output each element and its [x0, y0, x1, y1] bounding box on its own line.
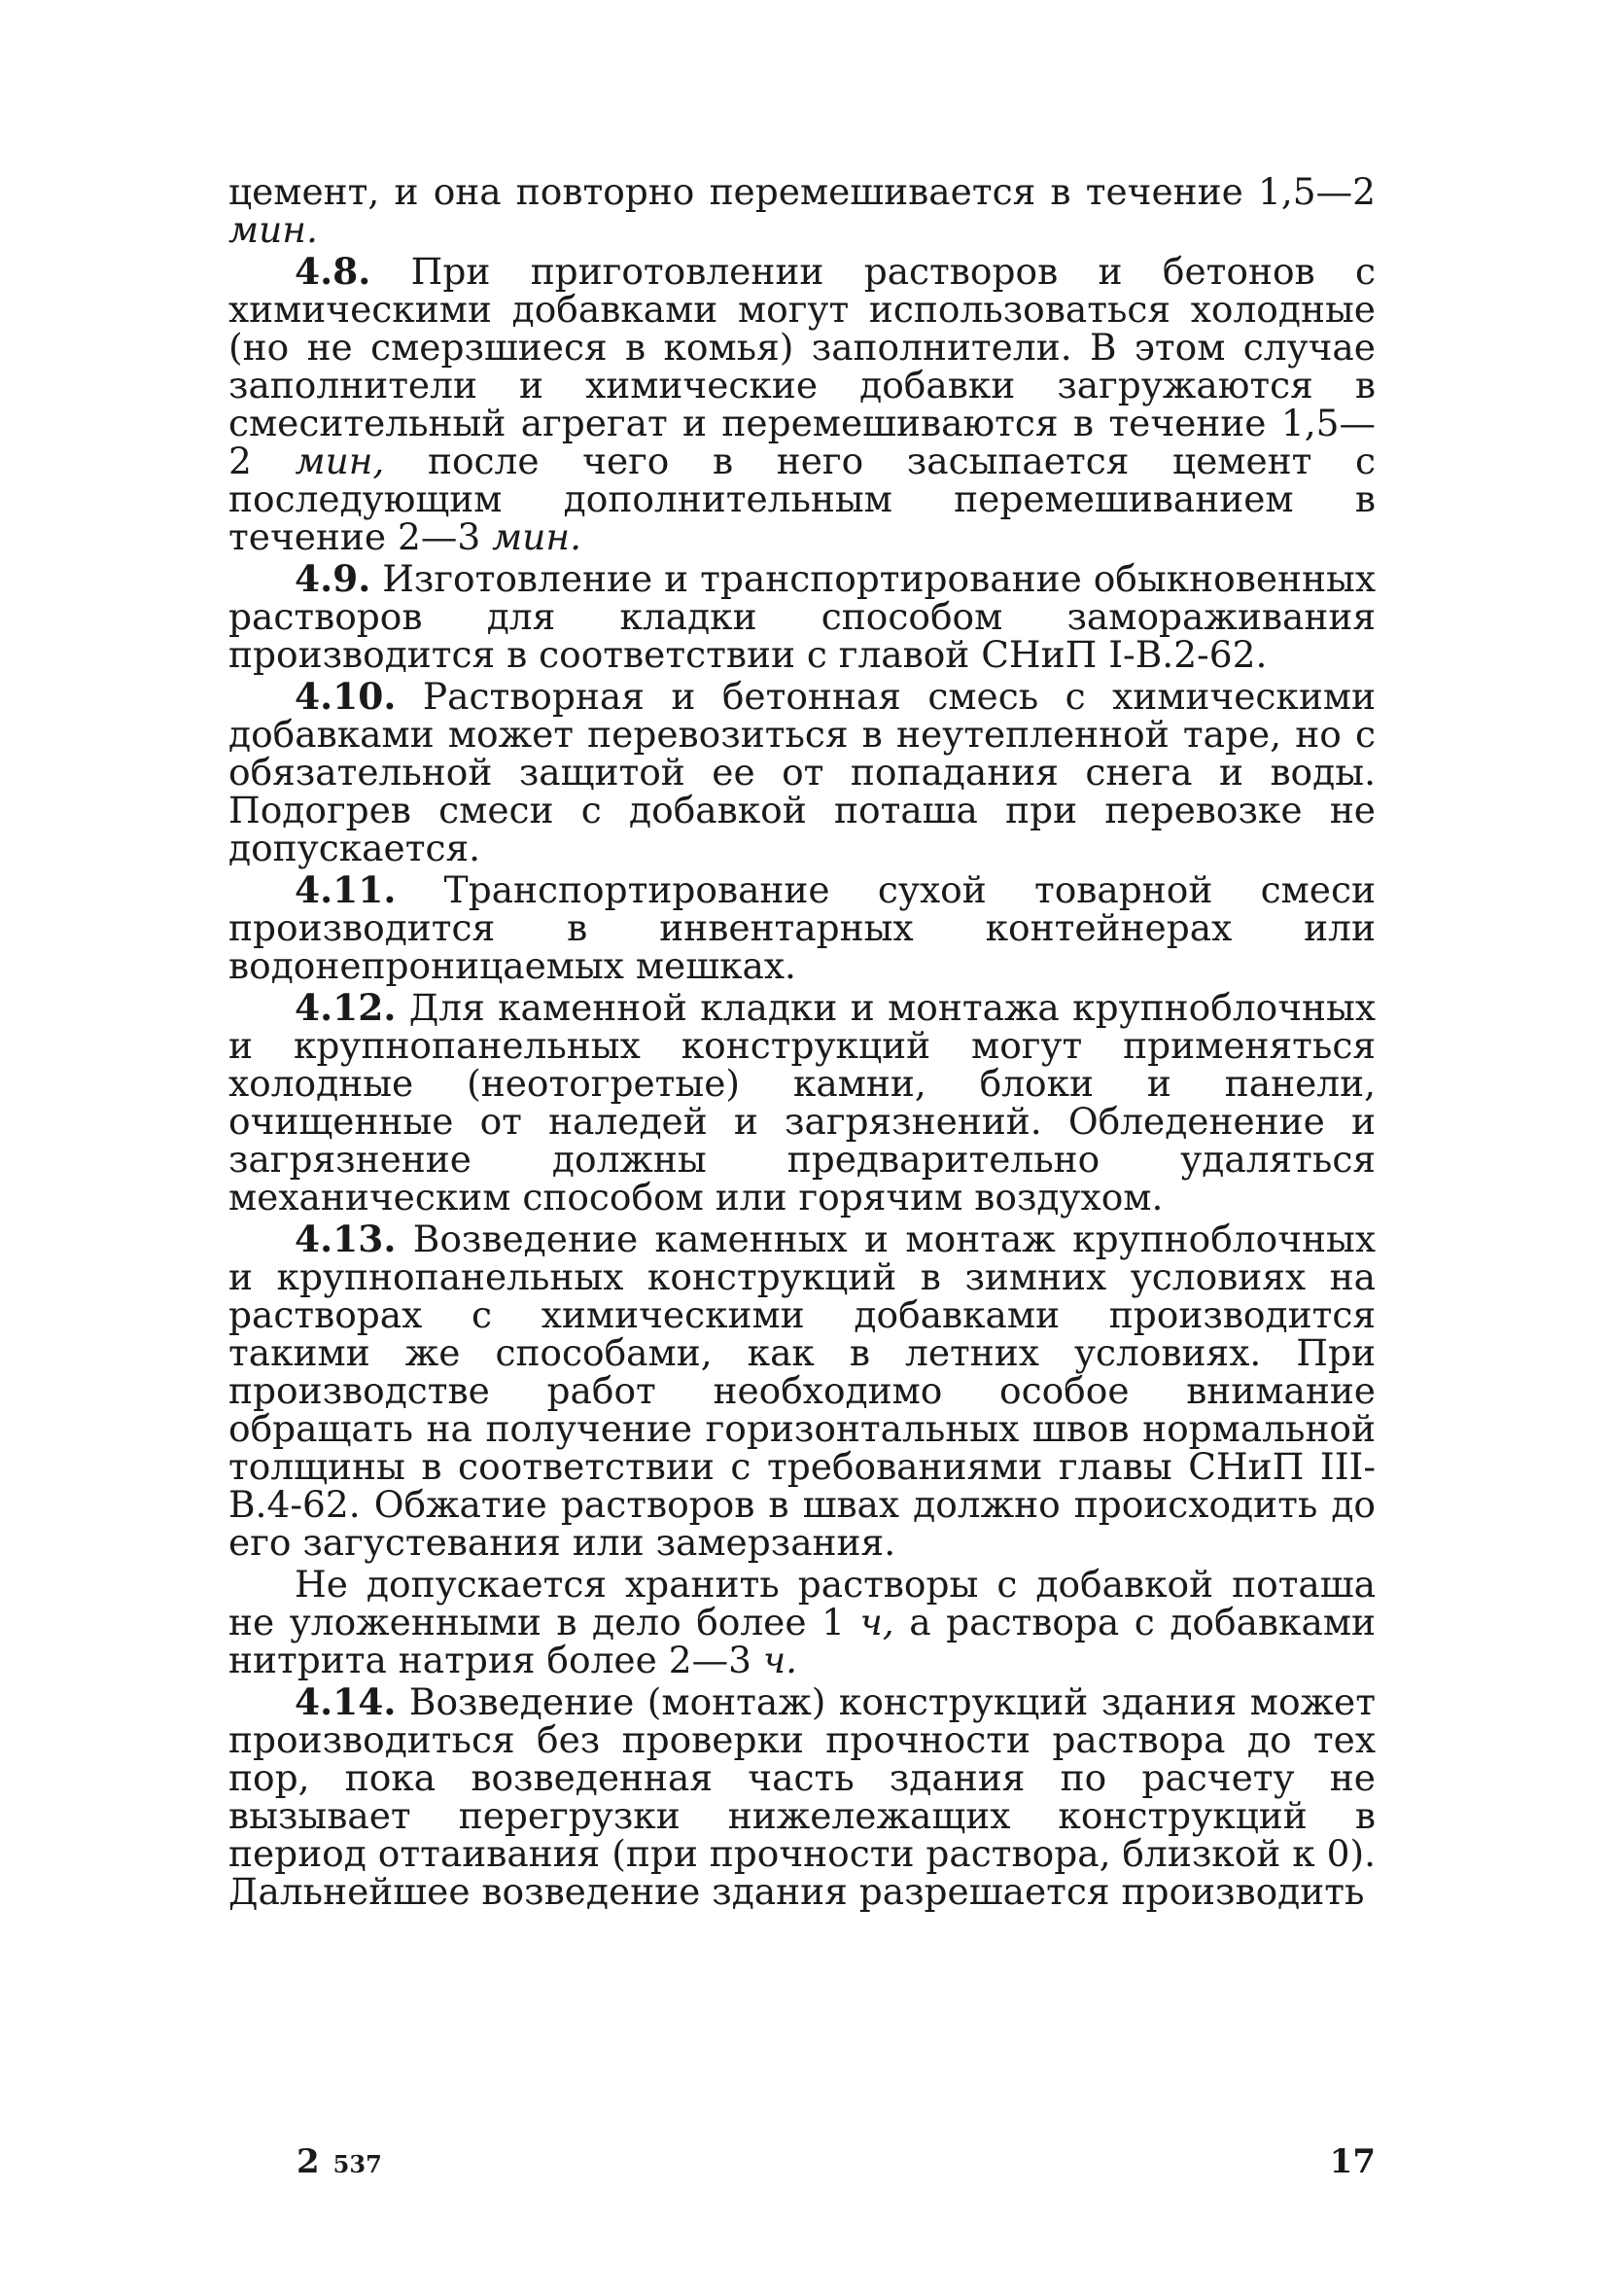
unit-text: ч,	[859, 1601, 894, 1643]
paragraph-continuation	[228, 170, 1376, 251]
unit-text: мин.	[228, 208, 318, 251]
paragraph-4-14	[228, 1680, 1376, 1913]
paragraph-text: Не допускается хранить растворы с добавкой поташа не уложенными в дело более 1	[228, 1563, 1376, 1643]
paragraph-4-13	[228, 1220, 1376, 1562]
clause-number: 4.13.	[295, 1218, 397, 1260]
signature-main: 2	[297, 2142, 320, 2181]
paragraph-text: Растворная и бетонная смесь с химическими добавками может перевозиться в неутепленной таре, но с обязательной защитой ее от попадания снега и воды. Подогрев смеси с добавкой поташа при перевозке не допускается.	[228, 675, 1376, 869]
paragraph-text: Для каменной кладки и монтажа крупноблочных и крупнопанельных конструкций могут применяться холодные (неотогретые) камни, блоки и панели, очищенные от наледей и загрязнений. Обледенение и загрязнение должны предварительно удаляться механическим способом или горячим воздухом.	[228, 986, 1376, 1219]
unit-text: мин,	[295, 440, 385, 482]
paragraph-4-10	[228, 675, 1376, 869]
paragraph-text: а раствора с добавками нитрита натрия более 2—3	[228, 1601, 1376, 1681]
clause-number: 4.11.	[295, 868, 397, 911]
printer-signature	[297, 2142, 382, 2181]
page-number: 17	[1329, 2142, 1376, 2181]
paragraph-text: после чего в него засыпается цемент с последующим дополнительным перемешиванием в течение 2—3	[228, 440, 1377, 558]
paragraph-4-12	[228, 986, 1376, 1219]
paragraph-text: Транспортирование сухой товарной смеси производится в инвентарных контейнерах или водонепроницаемых мешках.	[228, 868, 1376, 987]
page-body	[228, 170, 1377, 1915]
page-footer	[228, 2142, 1376, 2191]
signature-sub: 537	[332, 2150, 382, 2178]
paragraph-text: Возведение каменных и монтаж крупноблочных и крупнопанельных конструкций в зимних условиях на растворах с химическими добавками производится такими же способами, как в летних условиях. При производстве работ необходимо особое внимание обращать на получение горизонтальных швов нормальной толщины в соответствии с требованиями главы СНиП III-В.4-62. Обжатие растворов в швах должно происходить до его загустевания или замерзания.	[228, 1218, 1376, 1564]
unit-text: ч.	[762, 1639, 798, 1681]
paragraph-text: Возведение (монтаж) конструкций здания может производиться без проверки прочности раствора до тех пор, пока возведенная часть здания по расчету не вызывает перегрузки нижележащих конструкций в период оттаивания (при прочности раствора, близкой к 0). Дальнейшее возведение здания разрешается производить	[228, 1680, 1376, 1913]
clause-number: 4.14.	[295, 1680, 397, 1723]
paragraph-4-11	[228, 868, 1376, 987]
paragraph-text: цемент, и она повторно перемешивается в течение 1,5—2	[228, 170, 1376, 213]
clause-number: 4.8.	[295, 250, 371, 293]
paragraph-text: Изготовление и транспортирование обыкновенных растворов для кладки способом замораживания производится в соответствии с главой СНиП I-В.2-62.	[228, 557, 1376, 676]
clause-number: 4.9.	[295, 557, 371, 600]
paragraph-4-9	[228, 557, 1376, 676]
clause-number: 4.12.	[295, 986, 397, 1029]
clause-number: 4.10.	[295, 675, 397, 718]
paragraph-text: При приготовлении растворов и бетонов с химическими добавками могут использоваться холодные (но не смерзшиеся в комья) заполнители. В этом случае заполнители и химические добавки загружаются в смесительный агрегат и перемешиваются в течение 1,5—2	[228, 250, 1376, 482]
unit-text: мин.	[492, 515, 582, 558]
paragraph-4-8	[228, 250, 1377, 558]
paragraph-storage-rule	[228, 1563, 1376, 1681]
